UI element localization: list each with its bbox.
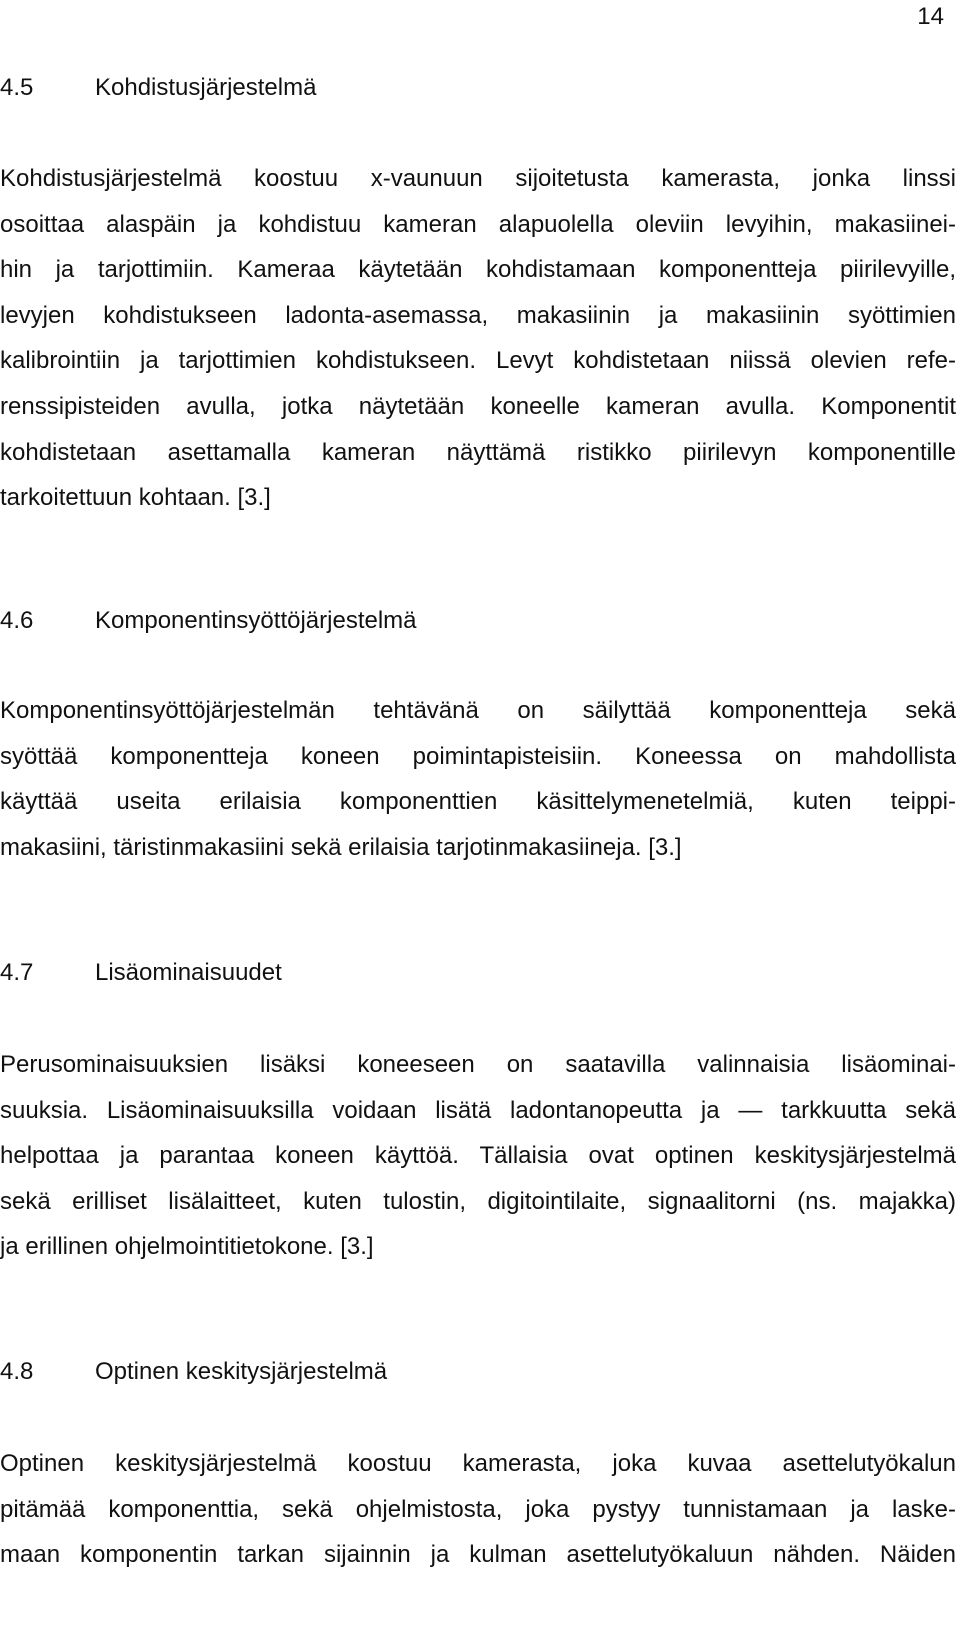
section-number: 4.5 [0,74,34,101]
page-number: 14 [917,3,944,30]
section-paragraph-4-6 [0,688,956,870]
section-heading-4-8 [0,1357,387,1387]
text-line: suuksia. Lisäominaisuuksilla voidaan lisätä ladontanopeutta ja — tarkkuutta sekä [0,1096,956,1124]
section-heading-4-5 [0,73,316,103]
text-line: levyjen kohdistukseen ladonta-asemassa, makasiinin ja makasiinin syöttimien [0,301,956,329]
section-number: 4.8 [0,1358,34,1385]
section-paragraph-4-7 [0,1042,956,1270]
text-line: maan komponentin tarkan sijainnin ja kulman asettelutyökaluun nähden. Näiden [0,1541,956,1569]
text-line: kalibrointiin ja tarjottimien kohdistukseen. Levyt kohdistetaan niissä olevien refe- [0,347,956,375]
section-heading-4-7 [0,958,282,988]
text-line: makasiini, täristinmakasiini sekä erilaisia tarjotinmakasiineja. [3.] [0,833,682,861]
text-line: helpottaa ja parantaa koneen käyttöä. Tällaisia ovat optinen keskitysjärjestelmä [0,1142,956,1170]
text-line: Perusominaisuuksien lisäksi koneeseen on saatavilla valinnaisia lisäominai- [0,1051,956,1078]
section-heading-4-6 [0,606,417,636]
section-number: 4.7 [0,959,34,986]
text-line: käyttää useita erilaisia komponenttien käsittelymenetelmiä, kuten teippi- [0,788,956,816]
text-line: tarkoitettuun kohtaan. [3.] [0,484,271,512]
text-line: sekä erilliset lisälaitteet, kuten tulostin, digitointilaite, signaalitorni (ns. majakka) [0,1187,956,1215]
text-line: osoittaa alaspäin ja kohdistuu kameran alapuolella oleviin levyihin, makasiinei- [0,210,956,238]
text-line: ja erillinen ohjelmointitietokone. [3.] [0,1233,374,1261]
section-paragraph-4-8 [0,1441,956,1578]
text-line: syöttää komponentteja koneen poimintapisteisiin. Koneessa on mahdollista [0,742,956,770]
section-paragraph-4-5 [0,156,956,521]
text-line: kohdistetaan asettamalla kameran näyttämä ristikko piirilevyn komponentille [0,438,956,466]
section-title: Optinen keskitysjärjestelmä [95,1358,388,1385]
section-title: Komponentinsyöttöjärjestelmä [95,607,417,634]
section-title: Lisäominaisuudet [95,959,282,986]
text-line: Optinen keskitysjärjestelmä koostuu kamerasta, joka kuvaa asettelutyökalun [0,1450,956,1477]
section-title: Kohdistusjärjestelmä [95,74,317,101]
text-line: pitämää komponenttia, sekä ohjelmistosta, joka pystyy tunnistamaan ja laske- [0,1495,956,1523]
section-number: 4.6 [0,607,34,634]
text-line: hin ja tarjottimiin. Kameraa käytetään kohdistamaan komponentteja piirilevyille, [0,256,956,284]
text-line: renssipisteiden avulla, jotka näytetään koneelle kameran avulla. Komponentit [0,392,956,420]
text-line: Komponentinsyöttöjärjestelmän tehtävänä on säilyttää komponentteja sekä [0,697,956,724]
text-line: Kohdistusjärjestelmä koostuu x-vaunuun sijoitetusta kamerasta, jonka linssi [0,165,956,192]
